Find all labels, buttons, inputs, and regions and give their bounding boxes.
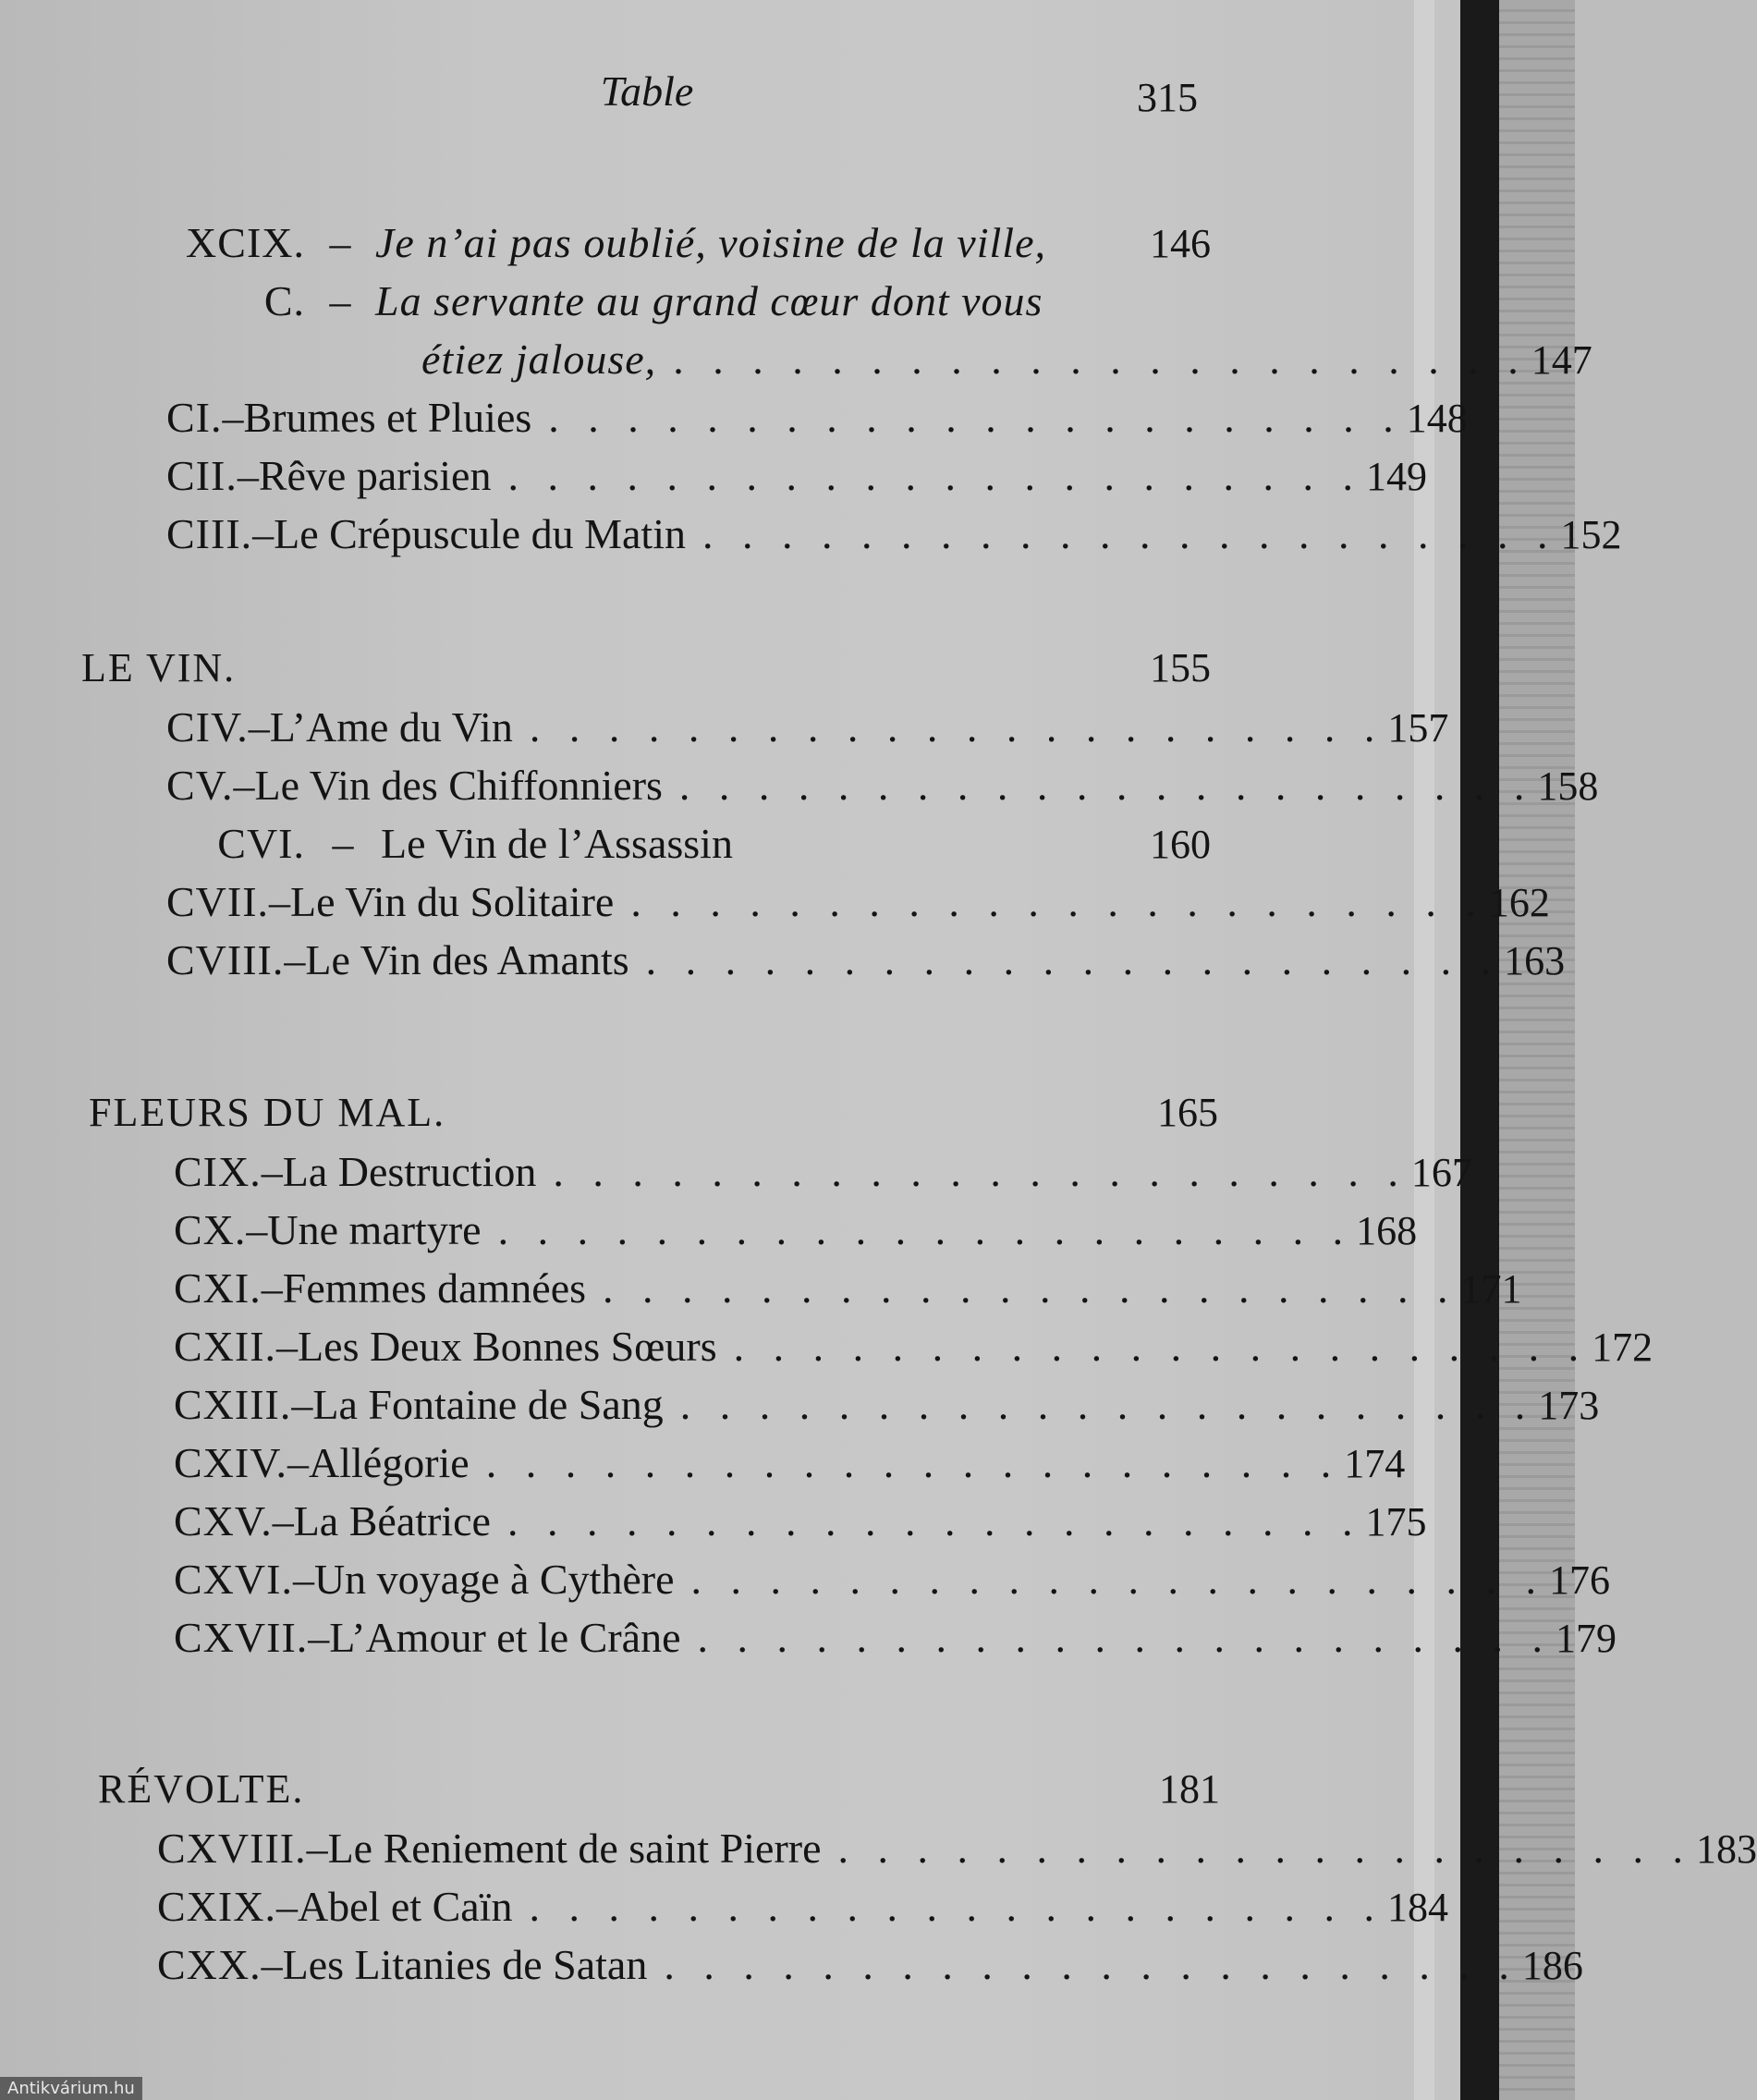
entry-dash: –: [237, 452, 259, 499]
leader-dots: . . . . . . . . . . . . . . . . . . . . . .: [733, 1323, 1589, 1370]
entry-dash: –: [261, 1941, 283, 1988]
entry-page: 176: [1549, 1557, 1611, 1603]
page-number: 315: [1137, 75, 1198, 120]
toc-entry-cxx: [157, 1940, 1583, 1996]
entry-page: 175: [1365, 1499, 1427, 1544]
entry-page: 186: [1521, 1943, 1583, 1988]
section-label: FLEURS DU MAL.: [89, 1090, 446, 1135]
toc-entry-c: [166, 276, 1211, 332]
entry-title: Je n’ai pas oublié, voisine de la ville,: [375, 219, 1046, 266]
toc-entry-cix: [174, 1147, 1472, 1203]
toc-entry-cviii: [166, 935, 1566, 991]
entry-title: Brumes et Pluies: [243, 394, 532, 441]
entry-numeral: CIX.: [174, 1148, 262, 1195]
entry-dash: –: [222, 394, 244, 441]
section-label: LE VIN.: [81, 645, 237, 690]
entry-title: Le Crépuscule du Matin: [274, 510, 686, 557]
entry-numeral: CII.: [166, 452, 238, 499]
entry-dash: –: [252, 510, 275, 557]
entry-numeral: CXVII.: [174, 1614, 309, 1661]
entry-page: 174: [1344, 1441, 1406, 1486]
entry-dash: –: [276, 1323, 299, 1370]
entry-dash: –: [261, 1148, 283, 1195]
entry-dash: –: [269, 878, 291, 925]
entry-numeral: CX.: [174, 1206, 247, 1253]
entry-title: La Destruction: [282, 1148, 537, 1195]
entry-numeral: CIII.: [166, 510, 253, 557]
entry-title: Une martyre: [267, 1206, 482, 1253]
entry-title: étiez jalouse,: [421, 336, 657, 383]
entry-page: 146: [1150, 221, 1211, 266]
entry-title: Les Deux Bonnes Sœurs: [298, 1323, 717, 1370]
entry-title: La Béatrice: [293, 1497, 491, 1544]
section-heading-fleurs-du-mal: [89, 1089, 1218, 1144]
entry-title: Un voyage à Cythère: [313, 1556, 675, 1603]
section-page: 181: [1159, 1766, 1220, 1812]
entry-title: Le Reniement de saint Pierre: [327, 1825, 822, 1872]
page-edge-stack: [1434, 0, 1460, 2100]
leader-dots: . . . . . . . . . . . . . . . . . . . . . .: [697, 1614, 1553, 1661]
leader-dots: . . . . . . . . . . . . . . . . . . . . . .: [673, 336, 1528, 383]
entry-title: Femmes damnées: [282, 1264, 587, 1312]
leader-dots: . . . . . . . . . . . . . . . . . . . . . .: [506, 1497, 1362, 1544]
leader-dots: . . . . . . . . . . . . . . . . . . . . . .: [679, 1381, 1535, 1428]
entry-numeral: CXVI.: [174, 1556, 293, 1603]
leader-dots: . . . . . . . . . . . . . . . . . . . . . .: [507, 452, 1362, 499]
entry-numeral: CVI.: [217, 820, 305, 867]
leader-dots: . . . . . . . . . . . . . . . . . . . . . .: [529, 1883, 1384, 1930]
entry-numeral: CIV.: [166, 703, 249, 751]
entry-title: La Fontaine de Sang: [312, 1381, 664, 1428]
entry-title: Le Vin des Chiffonniers: [254, 762, 663, 809]
leader-dots: . . . . . . . . . . . . . . . . . . . . . .: [529, 703, 1385, 751]
running-header-title: Table: [600, 67, 694, 115]
leader-dots: . . . . . . . . . . . . . . . . . . . . . .: [553, 1148, 1408, 1195]
entry-title: Le Vin des Amants: [305, 936, 629, 983]
entry-dash: –: [308, 1614, 330, 1661]
entry-page: 149: [1365, 454, 1427, 499]
leader-dots: . . . . . . . . . . . . . . . . . . . . . .: [645, 936, 1501, 983]
entry-page: 179: [1556, 1616, 1617, 1661]
entry-numeral: C.: [263, 277, 305, 324]
entry-dash: –: [233, 762, 255, 809]
toc-entry-cxv: [174, 1496, 1427, 1552]
section-page: 155: [1150, 645, 1211, 690]
section-label: RÉVOLTE.: [98, 1766, 305, 1812]
entry-page: 172: [1592, 1325, 1653, 1370]
entry-numeral: CI.: [166, 394, 223, 441]
toc-entry-cvii: [166, 877, 1550, 933]
entry-dash: –: [284, 936, 306, 983]
entry-numeral: CXVIII.: [157, 1825, 307, 1872]
book-cover-edge: [1460, 0, 1499, 2100]
entry-title: Rêve parisien: [258, 452, 492, 499]
entry-numeral: CXII.: [174, 1323, 277, 1370]
entry-page: 158: [1537, 763, 1599, 809]
entry-title: La servante au grand cœur dont vous: [375, 277, 1043, 324]
toc-entry-cxix: [157, 1882, 1448, 1937]
entry-page: 184: [1386, 1885, 1448, 1930]
entry-page: 168: [1356, 1208, 1418, 1253]
leader-dots: . . . . . . . . . . . . . . . . . . . . . .: [690, 1556, 1546, 1603]
entry-numeral: CXI.: [174, 1264, 262, 1312]
entry-page: 160: [1150, 822, 1211, 867]
toc-entry-cvi: [166, 819, 1211, 874]
entry-title: L’Amour et le Crâne: [329, 1614, 681, 1661]
toc-entry-cxvii: [174, 1613, 1617, 1668]
entry-title: Le Vin du Solitaire: [290, 878, 615, 925]
leader-dots: . . . . . . . . . . . . . . . . . . . . . .: [702, 510, 1557, 557]
toc-entry-cxiv: [174, 1438, 1406, 1494]
entry-dash: –: [306, 1825, 328, 1872]
entry-page: 152: [1560, 512, 1622, 557]
entry-numeral: CXX.: [157, 1941, 262, 1988]
entry-numeral: CXIII.: [174, 1381, 292, 1428]
leader-dots: . . . . . . . . . . . . . . . . . . . . . .: [630, 878, 1485, 925]
background-surface: [1499, 0, 1575, 2100]
toc-entry-xcix: [166, 218, 1211, 274]
leader-dots: . . . . . . . . . . . . . . . . . . . . . .: [678, 762, 1534, 809]
entry-title: Le Vin de l’Assassin: [381, 820, 733, 867]
entry-page: 162: [1488, 880, 1550, 925]
entry-page: 148: [1406, 396, 1468, 441]
entry-numeral: XCIX.: [186, 219, 305, 266]
entry-dash: –: [329, 219, 351, 266]
entry-numeral: CVIII.: [166, 936, 285, 983]
entry-page: 157: [1387, 705, 1449, 751]
entry-numeral: CV.: [166, 762, 234, 809]
page-edge: [1414, 0, 1434, 2100]
entry-numeral: CVII.: [166, 878, 270, 925]
leader-dots: . . . . . . . . . . . . . . . . . . . . . .: [664, 1941, 1519, 1988]
entry-page: 147: [1531, 337, 1592, 383]
toc-entry-cv: [166, 761, 1599, 816]
entry-dash: –: [261, 1264, 283, 1312]
toc-entry-civ: [166, 702, 1449, 758]
toc-entry-cii: [166, 451, 1427, 507]
leader-dots: . . . . . . . . . . . . . . . . . . . . . .: [837, 1825, 1692, 1872]
entry-dash: –: [275, 1883, 298, 1930]
toc-entry-ciii: [166, 509, 1622, 565]
entry-dash: –: [287, 1439, 310, 1486]
entry-title: Abel et Caïn: [297, 1883, 513, 1930]
section-heading-revolte: [98, 1765, 1220, 1821]
toc-entry-c-continued: [421, 335, 1592, 390]
entry-dash: –: [329, 277, 351, 324]
entry-dash: –: [292, 1556, 314, 1603]
leader-dots: . . . . . . . . . . . . . . . . . . . . . .: [485, 1439, 1341, 1486]
entry-page: 163: [1504, 938, 1566, 983]
entry-dash: –: [248, 703, 270, 751]
entry-numeral: CXIV.: [174, 1439, 288, 1486]
entry-page: 171: [1460, 1266, 1522, 1312]
leader-dots: . . . . . . . . . . . . . . . . . . . . . .: [497, 1206, 1353, 1253]
entry-page: 173: [1538, 1383, 1600, 1428]
toc-entry-cxii: [174, 1322, 1653, 1377]
entry-dash: –: [332, 820, 354, 867]
toc-entry-cx: [174, 1205, 1418, 1261]
toc-entry-ci: [166, 393, 1468, 448]
entry-title: Allégorie: [309, 1439, 470, 1486]
entry-numeral: CXIX.: [157, 1883, 276, 1930]
entry-title: Les Litanies de Satan: [282, 1941, 648, 1988]
entry-title: L’Ame du Vin: [269, 703, 513, 751]
entry-page: 167: [1410, 1150, 1472, 1195]
entry-dash: –: [291, 1381, 313, 1428]
entry-page: 183: [1696, 1826, 1757, 1872]
toc-entry-cxvi: [174, 1555, 1611, 1610]
entry-numeral: CXV.: [174, 1497, 273, 1544]
entry-dash: –: [246, 1206, 268, 1253]
entry-dash: –: [272, 1497, 294, 1544]
leader-dots: . . . . . . . . . . . . . . . . . . . . . .: [603, 1264, 1458, 1312]
toc-entry-cxi: [174, 1264, 1522, 1319]
toc-entry-cxviii: [157, 1824, 1757, 1879]
section-page: 165: [1157, 1090, 1218, 1135]
toc-entry-cxiii: [174, 1380, 1600, 1435]
watermark: Antikvárium.hu: [0, 2077, 142, 2100]
leader-dots: . . . . . . . . . . . . . . . . . . . . . .: [548, 394, 1403, 441]
section-heading-le-vin: [81, 644, 1211, 700]
